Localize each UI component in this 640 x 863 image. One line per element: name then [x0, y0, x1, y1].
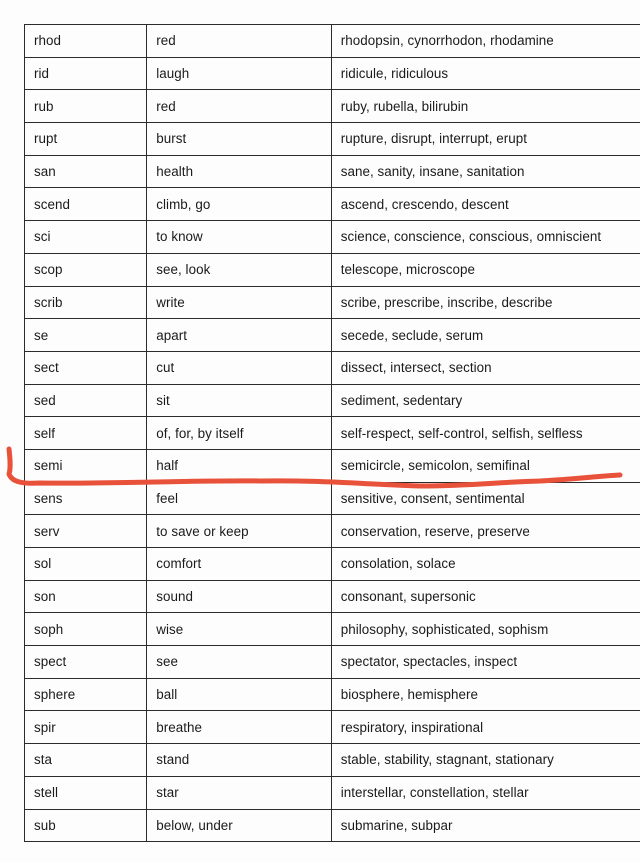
word-roots-table-body: [25, 25, 640, 842]
meaning-cell: breathe: [147, 711, 331, 744]
table-row-semi: [25, 449, 640, 482]
meaning-cell: of, for, by itself: [147, 417, 331, 450]
root-cell: sect: [25, 351, 147, 384]
root-cell: spect: [25, 646, 147, 679]
root-cell: semi: [25, 449, 147, 482]
meaning-cell: apart: [147, 319, 331, 352]
table-row-stell: [25, 776, 640, 809]
root-cell: sub: [25, 809, 147, 842]
examples-cell: consonant, supersonic: [331, 580, 640, 613]
root-cell: se: [25, 319, 147, 352]
root-cell: rub: [25, 90, 147, 123]
table-row-serv: [25, 515, 640, 548]
root-cell: sens: [25, 482, 147, 515]
examples-cell: philosophy, sophisticated, sophism: [331, 613, 640, 646]
meaning-cell: laugh: [147, 57, 331, 90]
examples-cell: interstellar, constellation, stellar: [331, 776, 640, 809]
meaning-cell: star: [147, 776, 331, 809]
meaning-cell: cut: [147, 351, 331, 384]
root-cell: sphere: [25, 678, 147, 711]
table-row-sub: [25, 809, 640, 842]
examples-cell: consolation, solace: [331, 548, 640, 581]
meaning-cell: to know: [147, 221, 331, 254]
examples-cell: ascend, crescendo, descent: [331, 188, 640, 221]
examples-cell: rhodopsin, cynorrhodon, rhodamine: [331, 25, 640, 58]
root-cell: soph: [25, 613, 147, 646]
examples-cell: sane, sanity, insane, sanitation: [331, 155, 640, 188]
word-roots-table: [24, 24, 640, 842]
root-cell: spir: [25, 711, 147, 744]
examples-cell: telescope, microscope: [331, 253, 640, 286]
table-row-sta: [25, 744, 640, 777]
table-row-soph: [25, 613, 640, 646]
meaning-cell: feel: [147, 482, 331, 515]
root-cell: rhod: [25, 25, 147, 58]
root-cell: rid: [25, 57, 147, 90]
table-row-scrib: [25, 286, 640, 319]
root-cell: self: [25, 417, 147, 450]
meaning-cell: comfort: [147, 548, 331, 581]
table-row-spect: [25, 646, 640, 679]
examples-cell: sensitive, consent, sentimental: [331, 482, 640, 515]
examples-cell: submarine, subpar: [331, 809, 640, 842]
meaning-cell: see: [147, 646, 331, 679]
table-row-sect: [25, 351, 640, 384]
meaning-cell: below, under: [147, 809, 331, 842]
table-row-son: [25, 580, 640, 613]
table-row-sed: [25, 384, 640, 417]
root-cell: san: [25, 155, 147, 188]
examples-cell: semicircle, semicolon, semifinal: [331, 449, 640, 482]
examples-cell: spectator, spectacles, inspect: [331, 646, 640, 679]
root-cell: scop: [25, 253, 147, 286]
examples-cell: scribe, prescribe, inscribe, describe: [331, 286, 640, 319]
table-row-scend: [25, 188, 640, 221]
examples-cell: self-respect, self-control, selfish, selfless: [331, 417, 640, 450]
meaning-cell: burst: [147, 123, 331, 156]
table-row-se: [25, 319, 640, 352]
table-row-sci: [25, 221, 640, 254]
examples-cell: ruby, rubella, bilirubin: [331, 90, 640, 123]
table-row-sens: [25, 482, 640, 515]
examples-cell: stable, stability, stagnant, stationary: [331, 744, 640, 777]
examples-cell: science, conscience, conscious, omniscient: [331, 221, 640, 254]
meaning-cell: sound: [147, 580, 331, 613]
meaning-cell: red: [147, 90, 331, 123]
root-cell: stell: [25, 776, 147, 809]
examples-cell: rupture, disrupt, interrupt, erupt: [331, 123, 640, 156]
root-cell: son: [25, 580, 147, 613]
table-row-scop: [25, 253, 640, 286]
table-row-san: [25, 155, 640, 188]
meaning-cell: health: [147, 155, 331, 188]
table-row-self: [25, 417, 640, 450]
meaning-cell: half: [147, 449, 331, 482]
meaning-cell: sit: [147, 384, 331, 417]
table-row-rupt: [25, 123, 640, 156]
root-cell: rupt: [25, 123, 147, 156]
root-cell: serv: [25, 515, 147, 548]
examples-cell: conservation, reserve, preserve: [331, 515, 640, 548]
table-row-spir: [25, 711, 640, 744]
examples-cell: ridicule, ridiculous: [331, 57, 640, 90]
root-cell: scrib: [25, 286, 147, 319]
table-row-rub: [25, 90, 640, 123]
examples-cell: dissect, intersect, section: [331, 351, 640, 384]
root-cell: sta: [25, 744, 147, 777]
meaning-cell: wise: [147, 613, 331, 646]
table-row-rhod: [25, 25, 640, 58]
meaning-cell: write: [147, 286, 331, 319]
root-cell: scend: [25, 188, 147, 221]
root-cell: sol: [25, 548, 147, 581]
meaning-cell: stand: [147, 744, 331, 777]
examples-cell: biosphere, hemisphere: [331, 678, 640, 711]
meaning-cell: see, look: [147, 253, 331, 286]
root-cell: sed: [25, 384, 147, 417]
root-cell: sci: [25, 221, 147, 254]
table-row-sol: [25, 548, 640, 581]
meaning-cell: red: [147, 25, 331, 58]
meaning-cell: ball: [147, 678, 331, 711]
examples-cell: respiratory, inspirational: [331, 711, 640, 744]
meaning-cell: climb, go: [147, 188, 331, 221]
table-row-sphere: [25, 678, 640, 711]
meaning-cell: to save or keep: [147, 515, 331, 548]
table-row-rid: [25, 57, 640, 90]
examples-cell: secede, seclude, serum: [331, 319, 640, 352]
examples-cell: sediment, sedentary: [331, 384, 640, 417]
